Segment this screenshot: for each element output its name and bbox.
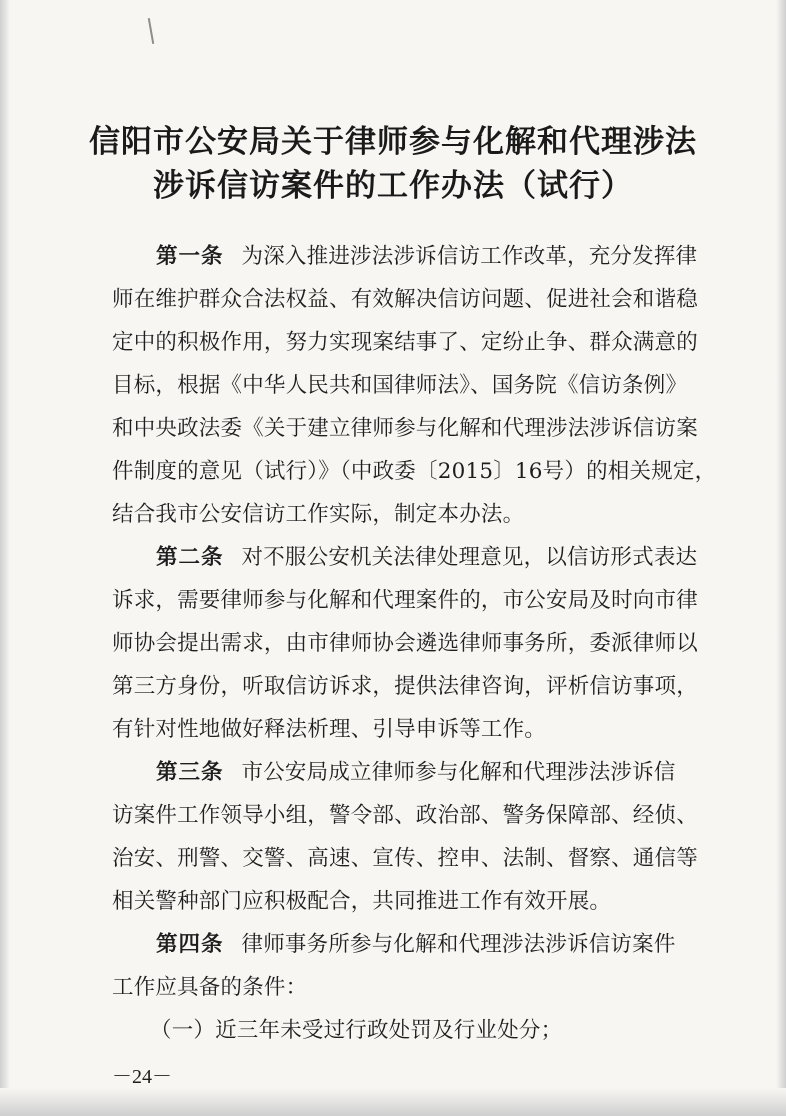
article-4-text: 律师事务所参与化解和代理涉法涉诉信访案件 <box>241 932 676 957</box>
article-2-line-5: 有针对性地做好释法析理、引导申诉等工作。 <box>112 717 547 742</box>
article-4-line-1 <box>156 930 676 960</box>
scan-edge-right <box>776 0 786 1116</box>
article-4-heading: 第四条 <box>156 932 224 957</box>
article-3-heading: 第三条 <box>156 760 224 785</box>
scan-edge-bottom <box>0 1088 786 1116</box>
page-number: －24－ <box>112 1066 172 1088</box>
article-2-line-2: 诉求，需要律师参与化解和代理案件的，市公安局及时向市律 <box>112 588 698 613</box>
article-1-line-4: 目标，根据《中华人民共和国律师法》、国务院《信访条例》 <box>112 373 688 398</box>
pen-mark <box>148 18 154 44</box>
scan-edge-left <box>0 0 10 1116</box>
article-4-item-1: （一）近三年未受过行政处罚及行业处分； <box>150 1018 563 1043</box>
article-2-text: 对不服公安机关法律处理意见，以信访形式表达 <box>241 545 698 570</box>
article-1-line-5: 和中央政法委《关于建立律师参与化解和代理涉法涉诉信访案 <box>112 416 698 441</box>
article-1-line-6: 件制度的意见（试行）》（中政委〔2015〕16号）的相关规定， <box>112 459 717 484</box>
document-title-line-2: 涉诉信访案件的工作办法（试行） <box>153 168 633 204</box>
article-3-text: 市公安局成立律师参与化解和代理涉法涉诉信 <box>241 760 676 785</box>
article-1-line-2: 师在维护群众合法权益、有效解决信访问题、促进社会和谐稳 <box>112 287 698 312</box>
article-2-line-1 <box>156 543 698 573</box>
article-3-line-2: 访案件工作领导小组，警令部、政治部、警务保障部、经侦、 <box>112 803 698 828</box>
article-1-line-1 <box>156 242 698 272</box>
article-1-line-3: 定中的积极作用，努力实现案结事了、定纷止争、群众满意的 <box>112 330 698 355</box>
article-3-line-4: 相关警种部门应积极配合，共同推进工作有效开展。 <box>112 889 612 914</box>
article-1-heading: 第一条 <box>156 244 224 269</box>
article-2-line-4: 第三方身份，听取信访诉求，提供法律咨询，评析信访事项， <box>112 674 698 699</box>
article-1-line-7: 结合我市公安信访工作实际，制定本办法。 <box>112 502 525 527</box>
article-1-text: 为深入推进涉法涉诉信访工作改革，充分发挥律 <box>241 244 698 269</box>
article-2-heading: 第二条 <box>156 545 224 570</box>
article-3-line-3: 治安、刑警、交警、高速、宣传、控申、法制、督察、通信等 <box>112 846 698 871</box>
article-3-line-1 <box>156 758 676 788</box>
article-4-line-2: 工作应具备的条件： <box>112 975 308 1000</box>
document-title-line-1: 信阳市公安局关于律师参与化解和代理涉法 <box>89 124 697 160</box>
article-2-line-3: 师协会提出需求，由市律师协会遴选律师事务所，委派律师以 <box>112 631 698 656</box>
